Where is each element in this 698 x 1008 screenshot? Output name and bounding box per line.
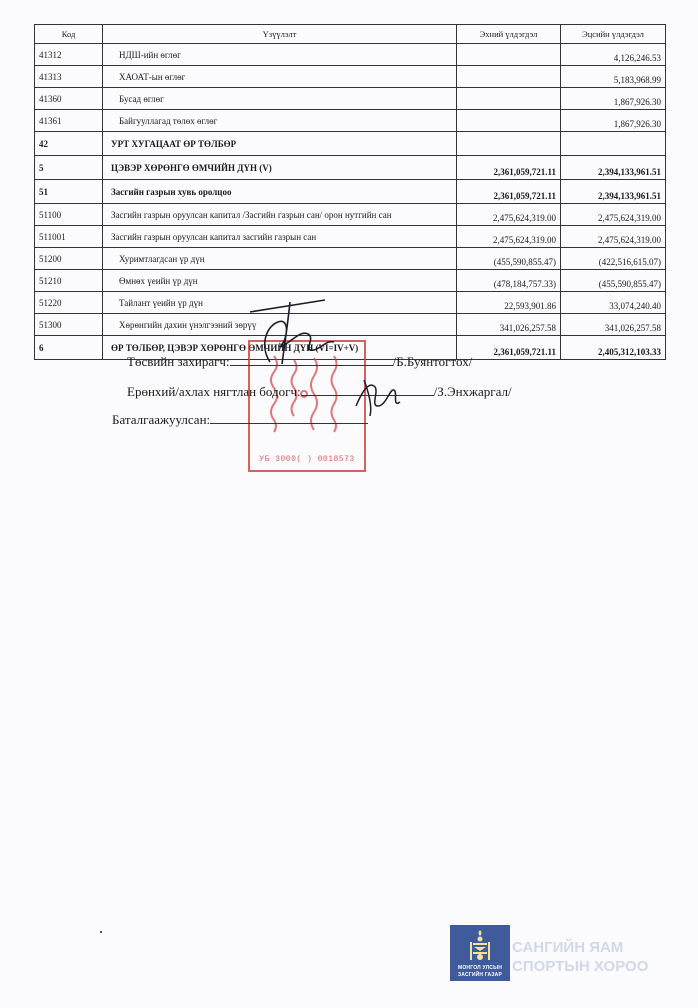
row-code: 41312 xyxy=(35,44,103,66)
row-closing: 2,394,133,961.51 xyxy=(561,156,666,180)
table-row xyxy=(35,248,666,270)
row-label: Засгийн газрын оруулсан капитал засгийн газрын сан xyxy=(103,226,457,248)
table-row xyxy=(35,204,666,226)
row-opening xyxy=(457,132,561,156)
table-row xyxy=(35,132,666,156)
row-opening xyxy=(457,66,561,88)
row-label: Хөрөнгийн дахин үнэлгээний зөрүү xyxy=(103,314,457,336)
row-opening xyxy=(457,44,561,66)
chief-accountant-name: /З.Энхжаргал/ xyxy=(433,384,512,399)
chief-accountant-line xyxy=(127,384,512,400)
signature-blank xyxy=(210,423,368,424)
row-label: ЦЭВЭР ХӨРӨНГӨ ӨМЧИЙН ДҮН (V) xyxy=(103,156,457,180)
row-opening: 2,361,059,721.11 xyxy=(457,156,561,180)
header-opening: Эхний үлдэгдэл xyxy=(457,25,561,44)
row-label: Бусад өглөг xyxy=(103,88,457,110)
logo-text-line1: МОНГОЛ УЛСЫН xyxy=(457,965,503,971)
row-label: Хуримтлагдсан үр дүн xyxy=(103,248,457,270)
row-code: 511001 xyxy=(35,226,103,248)
verified-line xyxy=(112,412,368,428)
soyombo-emblem-icon xyxy=(468,929,492,963)
row-closing: 33,074,240.40 xyxy=(561,292,666,314)
header-code: Код xyxy=(35,25,103,44)
row-opening: 22,593,901.86 xyxy=(457,292,561,314)
row-closing: 2,405,312,103.33 xyxy=(561,336,666,360)
header-closing: Эцсийн үлдэгдэл xyxy=(561,25,666,44)
row-opening: (455,590,855.47) xyxy=(457,248,561,270)
row-closing: 1,867,926.30 xyxy=(561,88,666,110)
table-row xyxy=(35,270,666,292)
row-closing: (455,590,855.47) xyxy=(561,270,666,292)
row-code: 51 xyxy=(35,180,103,204)
row-opening: 2,475,624,319.00 xyxy=(457,204,561,226)
government-logo xyxy=(450,925,510,981)
logo-text-line2: ЗАСГИЙН ГАЗАР xyxy=(457,972,503,978)
row-code: 51100 xyxy=(35,204,103,226)
row-closing: (422,516,615.07) xyxy=(561,248,666,270)
footer-watermark: САНГИЙН ЯАМ СПОРТЫН ХОРОО xyxy=(512,939,649,975)
page-mark xyxy=(100,931,102,933)
table-header-row xyxy=(35,25,666,44)
row-code: 41360 xyxy=(35,88,103,110)
table-row xyxy=(35,226,666,248)
table-row xyxy=(35,180,666,204)
header-indicator: Үзүүлэлт xyxy=(103,25,457,44)
row-code: 6 xyxy=(35,336,103,360)
row-label: Засгийн газрын оруулсан капитал /Засгийн газрын сан/ орон нутгийн сан xyxy=(103,204,457,226)
row-closing: 2,475,624,319.00 xyxy=(561,226,666,248)
row-opening xyxy=(457,88,561,110)
row-label: Өмнөх үеийн үр дүн xyxy=(103,270,457,292)
row-label: Засгийн газрын хувь оролцоо xyxy=(103,180,457,204)
row-closing xyxy=(561,132,666,156)
stamp-number: УБ 3000( ) 0018573 xyxy=(259,455,355,464)
row-label: ХАОАТ-ын өглөг xyxy=(103,66,457,88)
row-code: 42 xyxy=(35,132,103,156)
row-label: УРТ ХУГАЦААТ ӨР ТӨЛБӨР xyxy=(103,132,457,156)
row-opening: (478,184,757.33) xyxy=(457,270,561,292)
row-opening: 2,361,059,721.11 xyxy=(457,336,561,360)
row-label: НДШ-ийн өглөг xyxy=(103,44,457,66)
row-code: 51220 xyxy=(35,292,103,314)
table-row xyxy=(35,110,666,132)
table-row xyxy=(35,314,666,336)
row-code: 5 xyxy=(35,156,103,180)
chief-accountant-label: Ерөнхий/ахлах нягтлан бодогч: xyxy=(127,384,301,399)
row-label: Тайлант үеийн үр дүн xyxy=(103,292,457,314)
table-row xyxy=(35,44,666,66)
table-row xyxy=(35,156,666,180)
row-closing: 341,026,257.58 xyxy=(561,314,666,336)
row-closing: 2,475,624,319.00 xyxy=(561,204,666,226)
row-label: ӨР ТӨЛБӨР, ЦЭВЭР ХӨРӨНГӨ ӨМЧИЙН ДҮН (VI=IV+V) xyxy=(103,336,457,360)
balance-table xyxy=(34,24,666,360)
row-code: 51210 xyxy=(35,270,103,292)
table-row xyxy=(35,66,666,88)
budget-manager-label: Төсвийн захирагч: xyxy=(127,354,230,369)
table-row xyxy=(35,292,666,314)
row-opening: 341,026,257.58 xyxy=(457,314,561,336)
handwritten-signature xyxy=(350,372,410,418)
budget-manager-name: /Б.Буянтогтох/ xyxy=(392,354,473,369)
row-closing: 5,183,968.99 xyxy=(561,66,666,88)
row-code: 41361 xyxy=(35,110,103,132)
row-code: 51200 xyxy=(35,248,103,270)
row-opening xyxy=(457,110,561,132)
row-code: 41313 xyxy=(35,66,103,88)
row-closing: 4,126,246.53 xyxy=(561,44,666,66)
row-opening: 2,475,624,319.00 xyxy=(457,226,561,248)
row-code: 51300 xyxy=(35,314,103,336)
row-closing: 2,394,133,961.51 xyxy=(561,180,666,204)
row-closing: 1,867,926.30 xyxy=(561,110,666,132)
table-row xyxy=(35,88,666,110)
row-label: Байгууллагад төлөх өглөг xyxy=(103,110,457,132)
handwritten-signature xyxy=(230,292,350,372)
row-opening: 2,361,059,721.11 xyxy=(457,180,561,204)
verified-label: Баталгаажуулсан: xyxy=(112,412,211,427)
